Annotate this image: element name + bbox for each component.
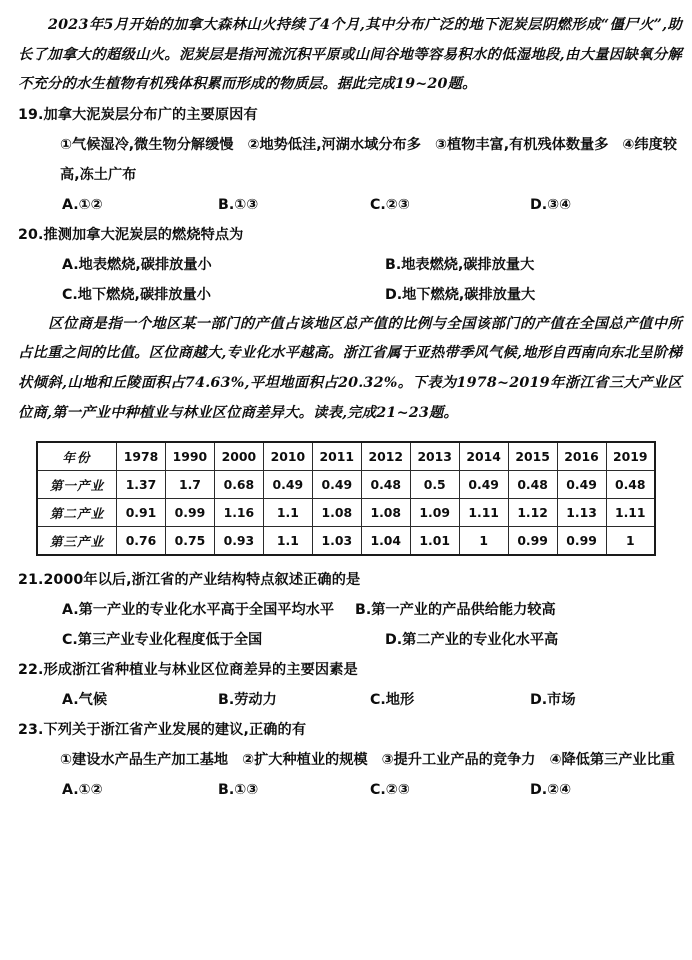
table-cell: 1.03 <box>312 527 361 556</box>
question-19-option-d[interactable]: D.③④ <box>530 196 572 213</box>
question-19-subitem-2: ②地势低洼,河湖水域分布多 <box>247 136 421 153</box>
table-cell: 1 <box>459 527 508 556</box>
question-19-text: 加拿大泥炭层分布广的主要原因有 <box>43 106 258 123</box>
question-22-option-a[interactable]: A.气候 <box>62 692 108 709</box>
table-row <box>37 471 655 499</box>
table-row-header <box>37 442 655 471</box>
question-21-options-row-1 <box>0 595 692 625</box>
question-21-option-d[interactable]: D.第二产业的专业化水平高 <box>385 632 559 649</box>
question-19-subitem-4: ④纬度较高,冻土广布 <box>60 136 677 183</box>
question-23-subitems <box>0 745 692 775</box>
table-cell: 0.76 <box>117 527 166 556</box>
table-rowlabel-tertiary: 第三产业 <box>37 527 117 556</box>
passage-2 <box>0 310 692 428</box>
question-22-option-c[interactable]: C.地形 <box>370 692 415 709</box>
table-cell: 1.37 <box>117 471 166 499</box>
question-23-option-c[interactable]: C.②③ <box>370 782 410 799</box>
table-col-1978: 1978 <box>117 442 166 471</box>
question-23-subitem-1: ①建设水产品生产加工基地 <box>60 752 229 769</box>
table-cell: 0.49 <box>459 471 508 499</box>
question-23-option-b[interactable]: B.①③ <box>218 782 259 799</box>
table-cell: 1.7 <box>165 471 214 499</box>
table-cell: 0.48 <box>361 471 410 499</box>
question-23-subitem-3: ③提升工业产品的竞争力 <box>381 752 536 769</box>
table-row <box>37 527 655 556</box>
table-cell: 0.99 <box>165 499 214 527</box>
question-23-options <box>0 775 692 805</box>
question-21-stem <box>0 565 692 595</box>
table-cell: 1 <box>606 527 655 556</box>
table-cell: 0.48 <box>508 471 557 499</box>
location-quotient-table <box>36 441 656 556</box>
table-cell: 1.09 <box>410 499 459 527</box>
question-20-option-a[interactable]: A.地表燃烧,碳排放量小 <box>62 256 212 273</box>
table-col-1990: 1990 <box>165 442 214 471</box>
question-23-subitem-2: ②扩大种植业的规模 <box>242 752 368 769</box>
table-col-2012: 2012 <box>361 442 410 471</box>
table-col-2010: 2010 <box>263 442 312 471</box>
question-20-stem <box>0 220 692 250</box>
question-21-options-row-2 <box>0 625 692 655</box>
table-col-2014: 2014 <box>459 442 508 471</box>
passage-2-text: 区位商是指一个地区某一部门的产值占该地区总产值的比例与全国该部门的产值在全国总产值中所占比重之间的比值。区位商越大,专业化水平越高。浙江省属于亚热带季风气候,地形自西南向东北呈阶梯状倾斜,山地和丘陵面积占74.63%,平坦地面积占20.32%。下表为1978~2019年浙江省三大产业区位商,第一产业中种植业与林业区位商差异大。读表,完成21~23题。 <box>18 315 682 421</box>
question-19-subitem-3: ③植物丰富,有机残体数量多 <box>434 136 609 153</box>
question-19-number: 19. <box>18 106 44 123</box>
table-cell: 1.1 <box>263 499 312 527</box>
table-cell: 0.91 <box>117 499 166 527</box>
table-cell: 0.68 <box>214 471 263 499</box>
question-19-option-c[interactable]: C.②③ <box>370 196 410 213</box>
question-21-option-c[interactable]: C.第三产业专业化程度低于全国 <box>62 632 263 649</box>
table-cell: 1.11 <box>606 499 655 527</box>
table-cell: 1.16 <box>214 499 263 527</box>
table-cell: 1.12 <box>508 499 557 527</box>
question-20-option-c[interactable]: C.地下燃烧,碳排放量小 <box>62 286 211 303</box>
table-cell: 1.08 <box>361 499 410 527</box>
question-21-option-b[interactable]: B.第一产业的产品供给能力较高 <box>355 602 556 619</box>
table-rowlabel-primary: 第一产业 <box>37 471 117 499</box>
question-23-subitem-4: ④降低第三产业比重 <box>549 752 675 769</box>
question-21-number: 21. <box>18 572 44 589</box>
table-cell: 0.5 <box>410 471 459 499</box>
question-19-subitems <box>0 130 692 190</box>
table-cell: 1.04 <box>361 527 410 556</box>
table-col-2015: 2015 <box>508 442 557 471</box>
table-cell: 1.01 <box>410 527 459 556</box>
table-cell: 0.49 <box>312 471 361 499</box>
table-cell: 0.49 <box>263 471 312 499</box>
table-cell: 1.13 <box>557 499 606 527</box>
table-cell: 0.93 <box>214 527 263 556</box>
question-20-number: 20. <box>18 226 44 243</box>
location-quotient-table-wrapper <box>0 428 692 565</box>
table-col-2013: 2013 <box>410 442 459 471</box>
table-col-2016: 2016 <box>557 442 606 471</box>
table-cell: 1.08 <box>312 499 361 527</box>
passage-1-text: 2023年5月开始的加拿大森林山火持续了4个月,其中分布广泛的地下泥炭层阴燃形成“僵尸火”,助长了加拿大的超级山火。泥炭层是指河流沉积平原或山间谷地等容易积水的低湿地段,由大量因缺氧分解不充分的水生植物有机残体积累而形成的物质层。据此完成19~20题。 <box>18 17 682 93</box>
question-20-option-b[interactable]: B.地表燃烧,碳排放量大 <box>385 256 535 273</box>
question-22-stem <box>0 655 692 685</box>
question-20-options-row-2 <box>0 280 692 310</box>
question-20-option-d[interactable]: D.地下燃烧,碳排放量大 <box>385 286 536 303</box>
table-cell: 1.1 <box>263 527 312 556</box>
question-23-text: 下列关于浙江省产业发展的建议,正确的有 <box>43 722 307 739</box>
table-col-2019: 2019 <box>606 442 655 471</box>
question-22-options <box>0 685 692 715</box>
table-cell: 0.48 <box>606 471 655 499</box>
question-23-option-a[interactable]: A.①② <box>62 782 103 799</box>
question-19-stem <box>0 100 692 130</box>
table-cell: 0.75 <box>165 527 214 556</box>
question-19-option-b[interactable]: B.①③ <box>218 196 259 213</box>
passage-1 <box>0 0 692 100</box>
table-col-2011: 2011 <box>312 442 361 471</box>
question-20-text: 推测加拿大泥炭层的燃烧特点为 <box>43 226 244 243</box>
question-19-options <box>0 190 692 220</box>
table-corner-label: 年份 <box>37 442 117 471</box>
question-23-option-d[interactable]: D.②④ <box>530 782 572 799</box>
table-cell: 0.99 <box>508 527 557 556</box>
question-19-option-a[interactable]: A.①② <box>62 196 103 213</box>
table-cell: 0.49 <box>557 471 606 499</box>
question-22-option-b[interactable]: B.劳动力 <box>218 692 277 709</box>
table-cell: 1.11 <box>459 499 508 527</box>
question-22-text: 形成浙江省种植业与林业区位商差异的主要因素是 <box>43 662 358 679</box>
question-21-option-a[interactable]: A.第一产业的专业化水平高于全国平均水平 <box>62 602 335 619</box>
question-21-text: 2000年以后,浙江省的产业结构特点叙述正确的是 <box>43 572 361 589</box>
question-20-options-row-1 <box>0 250 692 280</box>
question-19-subitem-1: ①气候湿冷,微生物分解缓慢 <box>60 136 234 153</box>
question-22-number: 22. <box>18 662 44 679</box>
table-col-2000: 2000 <box>214 442 263 471</box>
question-23-stem <box>0 715 692 745</box>
table-cell: 0.99 <box>557 527 606 556</box>
question-22-option-d[interactable]: D.市场 <box>530 692 576 709</box>
table-rowlabel-secondary: 第二产业 <box>37 499 117 527</box>
table-row <box>37 499 655 527</box>
question-23-number: 23. <box>18 722 44 739</box>
